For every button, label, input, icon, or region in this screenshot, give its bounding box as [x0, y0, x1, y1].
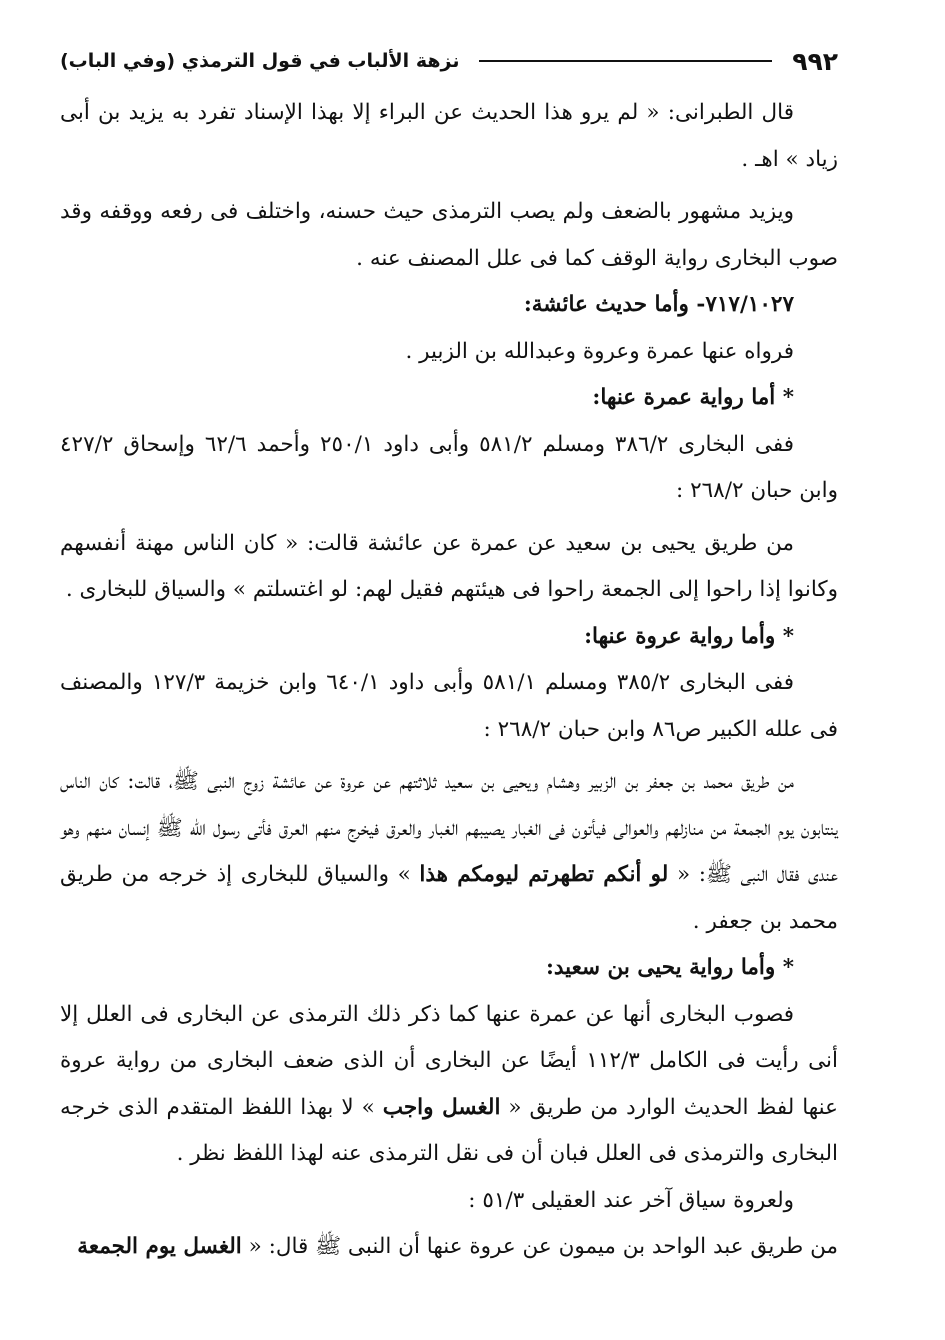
heading-urwa-narration: * وأما رواية عروة عنها: — [584, 623, 794, 649]
yahya-text-part-1: فصوب البخارى أنها عن عمرة عنها كما ذكر ذلك الترمذى عن البخارى فى العلل إلا أنى رأيت فى الكامل ١١٢/٣ أيضًا عن البخارى أن الذى ضعف البخارى من رواية عروة عنها لفظ الحديث الوارد من طريق « — [60, 1001, 838, 1120]
heading-aisha-hadith: ٧١٧/١٠٢٧- وأما حديث عائشة: — [523, 292, 794, 317]
ghusl-wajib-bold: الغسل واجب — [382, 1094, 501, 1120]
paragraph-narrators: فرواه عنها عمرة وعروة وعبدالله بن الزبير . — [405, 338, 794, 364]
yahya-text-part-2: » لا بهذا اللفظ المتقدم الذى خرجه البخارى والترمذى فى العلل فبان أن فى نقل الترمذى عنه لهذا اللفظ نظر . — [60, 1094, 838, 1166]
paragraph-amra-text: من طريق يحيى بن سعيد عن عمرة عن عائشة قالت: « كان الناس مهنة أنفسهم وكانوا إذا راحوا إلى الجمعة راحوا فى هيئتهم فقيل لهم: لو اغتسلتم » والسياق للبخارى . — [60, 530, 838, 602]
urwa-text-part-2: » والسياق للبخارى إذ خرجه من طريق محمد بن جعفر . — [60, 862, 838, 934]
page-number: ٩٩٢ — [792, 46, 838, 76]
heading-yahya-narration: * وأما رواية يحيى بن سعيد: — [545, 955, 794, 980]
running-title: نزهة الألباب في قول الترمذي (وفي الباب) — [60, 50, 460, 72]
paragraph-urwa-text — [60, 759, 838, 945]
paragraph-urwa-sources: ففى البخارى ٣٨٥/٢ ومسلم ٥٨١/١ وأبى داود ٦٤٠/١ وابن خزيمة ١٢٧/٣ والمصنف فى علله الكبير ص٨٦ وابن حبان ٢٦٨/٢ : — [60, 670, 838, 742]
ghusl-friday-bold: الغسل يوم الجمعة — [77, 1234, 242, 1259]
paragraph-yahya-text — [60, 992, 838, 1178]
paragraph-tabarani-quote: قال الطبرانى: « لم يرو هذا الحديث عن البراء إلا بهذا الإسناد تفرد به يزيد بن أبى زياد » اهـ . — [60, 100, 838, 172]
paragraph-abdulwahid — [60, 1224, 838, 1271]
header-divider — [479, 60, 772, 62]
book-page — [60, 40, 838, 1320]
page-header — [60, 40, 838, 82]
abdulwahid-text: من طريق عبد الواحد بن ميمون عن عروة عنها أن النبى ﷺ قال: « — [241, 1234, 838, 1259]
paragraph-yazid-weakness: ويزيد مشهور بالضعف ولم يصب الترمذى حيث حسنه، واختلف فى رفعه ووقفه وقد صوب البخارى رواية الوقف كما فى علل المصنف عنه . — [60, 199, 838, 271]
prophet-saying-bold: لو أنكم تطهرتم ليومكم هذا — [419, 862, 669, 887]
paragraph-amra-sources: ففى البخارى ٣٨٦/٢ ومسلم ٥٨١/٢ وأبى داود ٢٥٠/١ وأحمد ٦٢/٦ وإسحاق ٤٢٧/٢ وابن حبان ٢٦٨/٢ : — [60, 431, 838, 503]
page-body — [60, 90, 838, 1271]
paragraph-uqayli: ولعروة سياق آخر عند العقيلى ٥١/٣ : — [468, 1187, 794, 1213]
urwa-text-part-1: من طريق محمد بن جعفر بن الزبير وهشام ويحيى بن سعيد ثلاثتهم عن عروة عن عائشة زوج النبى ﷺ، قالت: كان الناس ينتابون يوم الجمعة من منازلهم والعوالى فيأتون فى الغبار يصيبهم الغبار والعرق فيخرج منهم العرق فأتى رسول الله ﷺ إنسان منهم وهو عندى فقال النبى ﷺ: « — [60, 769, 838, 887]
heading-amra-narration: * أما رواية عمرة عنها: — [592, 385, 794, 410]
